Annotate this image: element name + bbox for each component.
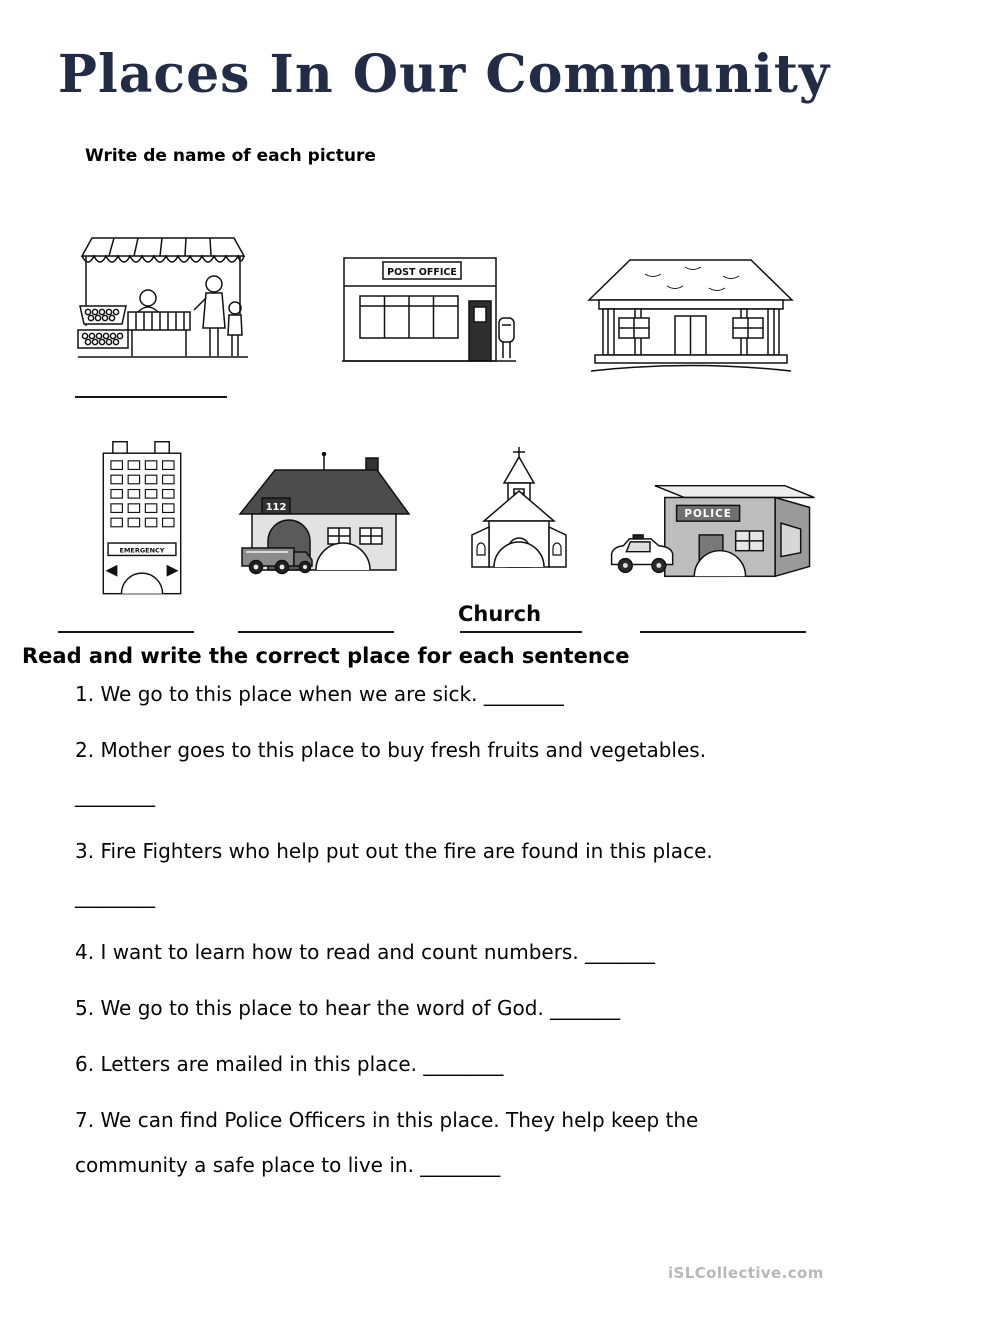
police-sign: POLICE (684, 508, 732, 521)
answer-line-fire-station[interactable] (238, 631, 394, 633)
write-instruction: Write de name of each picture (85, 146, 376, 166)
house-illustration (583, 250, 798, 372)
page-title: Places In Our Community (57, 44, 831, 105)
sentence-6: 6. Letters are mailed in this place. ________ (75, 1052, 504, 1076)
church-figure (452, 445, 587, 603)
hospital-illustration (86, 436, 198, 608)
fire-station-illustration (228, 452, 423, 604)
market-figure (68, 228, 258, 378)
answer-line-church[interactable] (460, 631, 582, 633)
post-office-figure (336, 246, 521, 371)
house-figure (583, 250, 798, 372)
answer-line-police-station[interactable] (640, 631, 806, 633)
sentence-1: 1. We go to this place when we are sick. ________ (75, 682, 564, 706)
hospital-emergency-sign: EMERGENCY (119, 546, 165, 555)
fire-station-figure (228, 452, 423, 604)
post-office-illustration (336, 246, 521, 371)
sentence-list (75, 672, 780, 1199)
sentence-4: 4. I want to learn how to read and count numbers. _______ (75, 940, 656, 964)
sentence-3: 3. Fire Fighters who help put out the fire are found in this place. ________ (75, 839, 713, 908)
sentence-2: 2. Mother goes to this place to buy fresh fruits and vegetables. ________ (75, 738, 707, 807)
sentence-5: 5. We go to this place to hear the word of God. _______ (75, 996, 621, 1020)
hospital-figure (86, 436, 198, 608)
islcollective-watermark: iSLCollective.com (668, 1264, 824, 1282)
church-typed-answer[interactable]: Church (458, 602, 542, 626)
answer-line-market[interactable] (75, 396, 227, 398)
market-illustration (68, 228, 258, 378)
sentence-7: 7. We can find Police Officers in this place. They help keep the community a safe place to live in. ________ (75, 1108, 699, 1177)
church-illustration (452, 445, 587, 603)
post-office-sign: POST OFFICE (387, 267, 457, 278)
fire-station-112-sign: 112 (265, 502, 287, 513)
police-station-figure (602, 466, 827, 596)
read-instruction: Read and write the correct place for each sentence (22, 644, 630, 668)
police-station-illustration (602, 466, 827, 596)
answer-line-hospital[interactable] (58, 631, 194, 633)
